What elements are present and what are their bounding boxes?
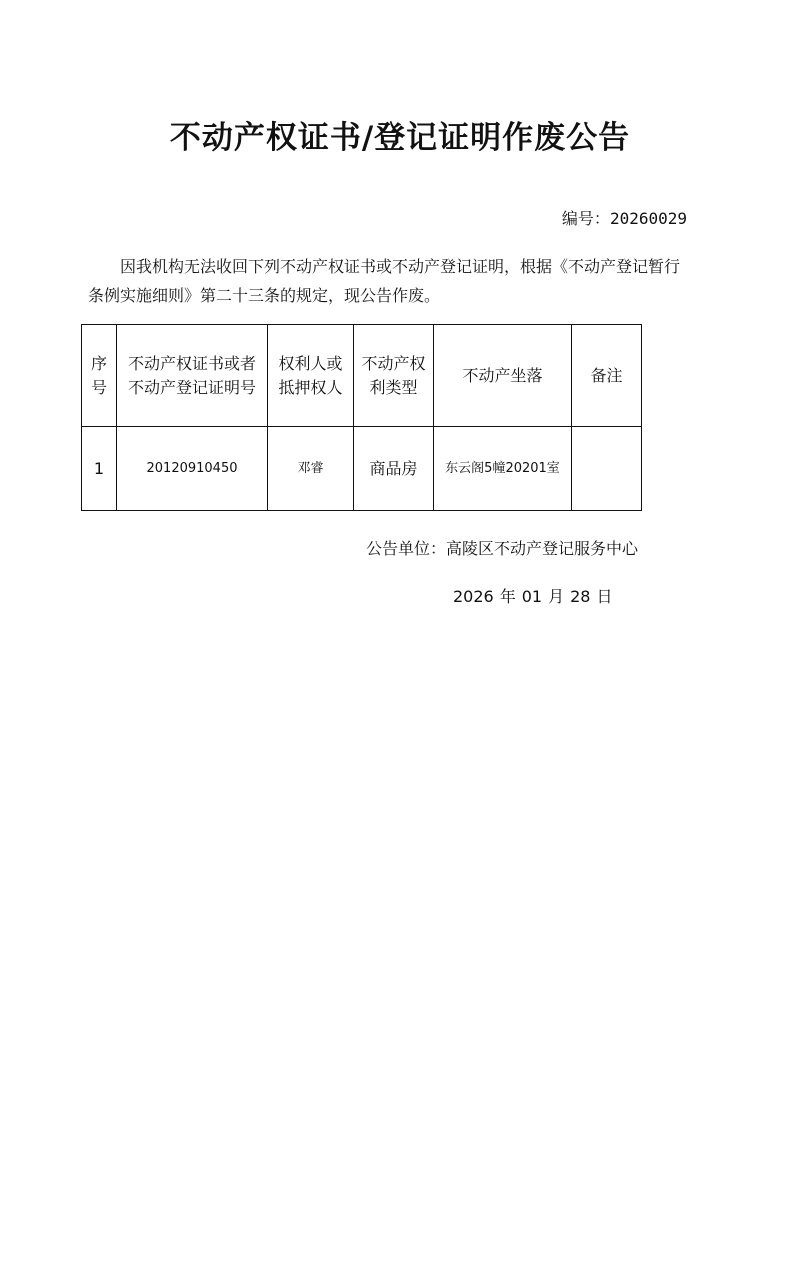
header-right-type: 不动产权 利类型 — [354, 325, 434, 427]
cell-location: 东云阁5幢20201室 — [434, 427, 572, 511]
cell-cert-number: 20120910450 — [117, 427, 268, 511]
publish-date — [453, 584, 618, 607]
document-number-label: 编号： — [561, 209, 610, 228]
date-month-unit: 月 — [548, 587, 565, 606]
document-number — [562, 206, 687, 229]
publisher-line: 公告单位：高陵区不动产登记服务中心 — [366, 539, 639, 558]
header-cert-number: 不动产权证书或者 不动产登记证明号 — [117, 325, 268, 427]
notice-paragraph: 因我机构无法收回下列不动产权证书或不动产登记证明，根据《不动产登记暂行条例实施细则》第二十三条的规定，现公告作废。 — [88, 257, 681, 305]
cell-seq: 1 — [82, 427, 117, 511]
date-month: 01 — [521, 587, 543, 606]
document-title: 不动产权证书/登记证明作废公告 — [169, 120, 631, 156]
header-seq: 序 号 — [82, 325, 117, 427]
header-right-holder: 权利人或 抵押权人 — [268, 325, 354, 427]
header-location: 不动产坐落 — [434, 325, 572, 427]
header-note: 备注 — [572, 325, 642, 427]
cell-right-type: 商品房 — [354, 427, 434, 511]
date-year: 2026 — [453, 587, 494, 606]
cell-note — [572, 427, 642, 511]
void-certificate-table — [81, 324, 642, 511]
date-day: 28 — [570, 587, 591, 606]
document-number-value: 20260029 — [609, 209, 687, 228]
date-day-unit: 日 — [596, 587, 613, 606]
table-header-row — [82, 325, 642, 427]
cell-right-holder: 邓睿 — [268, 427, 354, 511]
table-row — [82, 427, 642, 511]
date-year-unit: 年 — [499, 587, 516, 606]
